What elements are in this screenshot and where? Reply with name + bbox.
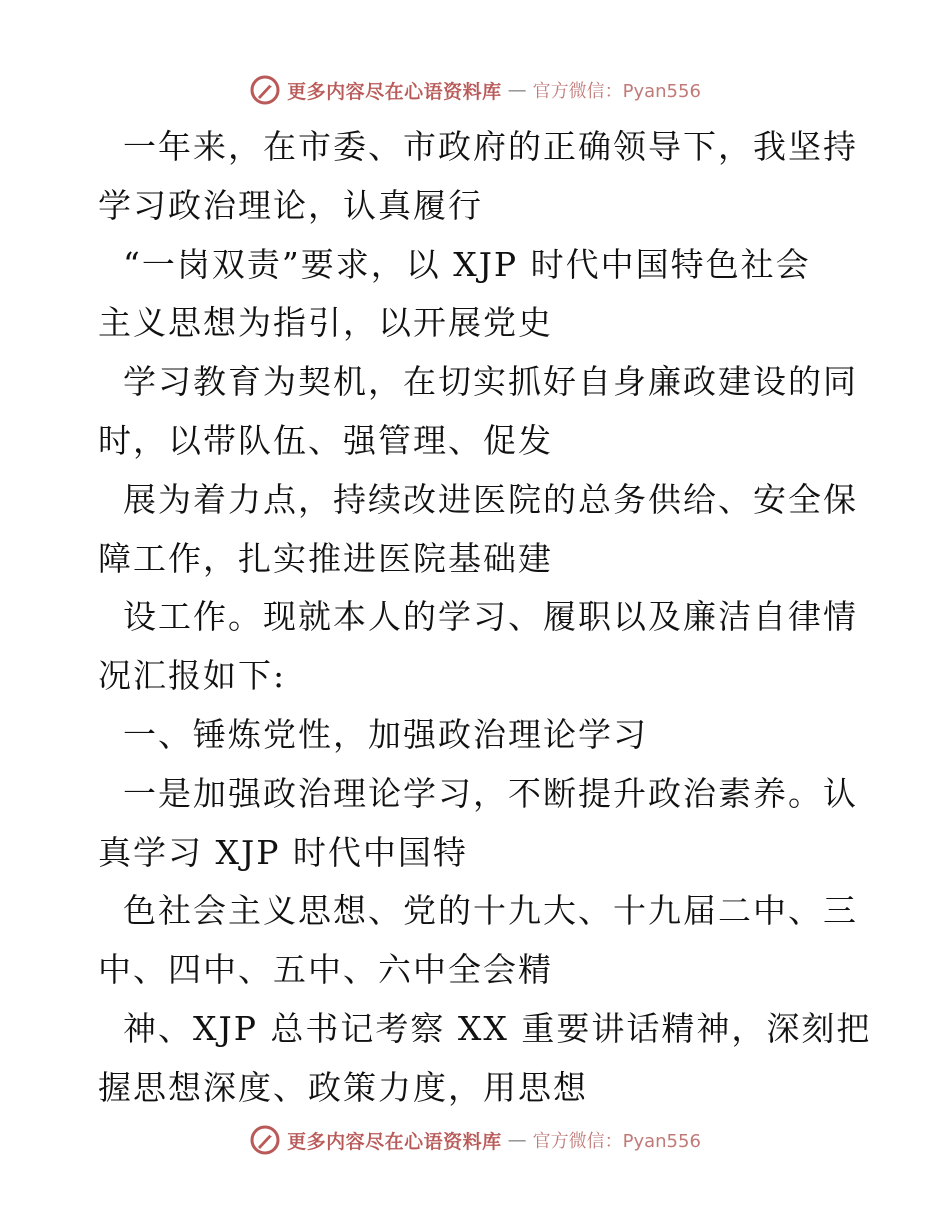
text-line: 况汇报如下:	[98, 656, 287, 696]
banner-dash: —	[507, 79, 527, 101]
header-watermark-banner	[0, 70, 950, 110]
banner-wechat-text: 官方微信：Pyan556	[532, 81, 701, 102]
text-line: 握思想深度、政策力度，用思想	[98, 1067, 588, 1107]
text-line: 一是加强政治理论学习，不断提升政治素养。认	[98, 773, 858, 813]
text-line: 展为着力点，持续改进医院的总务供给、安全保	[98, 479, 858, 519]
text-line: 障工作，扎实推进医院基础建	[98, 538, 553, 578]
quill-pen-logo-icon	[249, 1124, 281, 1156]
footer-watermark-banner	[0, 1120, 950, 1160]
quill-pen-logo-icon	[249, 74, 281, 106]
document-body	[98, 118, 872, 1118]
section-heading: 一、锤炼党性，加强政治理论学习	[98, 714, 648, 754]
text-line: 时，以带队伍、强管理、促发	[98, 420, 553, 460]
text-line: 一年来，在市委、市政府的正确领导下，我坚持	[98, 127, 858, 166]
banner-wechat-text: 官方微信：Pyan556	[532, 1131, 701, 1152]
text-line: 学习教育为契机，在切实抓好自身廉政建设的同	[98, 362, 858, 402]
banner-dash: —	[507, 1129, 527, 1151]
text-line: 神、XJP 总书记考察 XX 重要讲话精神，深刻把	[98, 1008, 872, 1048]
banner-main-text: 更多内容尽在心语资料库	[287, 1130, 502, 1153]
text-line: “一岗双责”要求，以 XJP 时代中国特色社会	[98, 244, 811, 284]
banner-main-text: 更多内容尽在心语资料库	[287, 80, 502, 103]
text-line: 色社会主义思想、党的十九大、十九届二中、三	[98, 891, 858, 931]
text-line: 中、四中、五中、六中全会精	[98, 950, 553, 990]
text-line: 学习政治理论，认真履行	[98, 185, 483, 225]
text-line: 设工作。现就本人的学习、履职以及廉洁自律情	[98, 597, 858, 637]
text-line: 真学习 XJP 时代中国特	[98, 832, 468, 872]
text-line: 主义思想为指引，以开展党史	[98, 303, 553, 343]
